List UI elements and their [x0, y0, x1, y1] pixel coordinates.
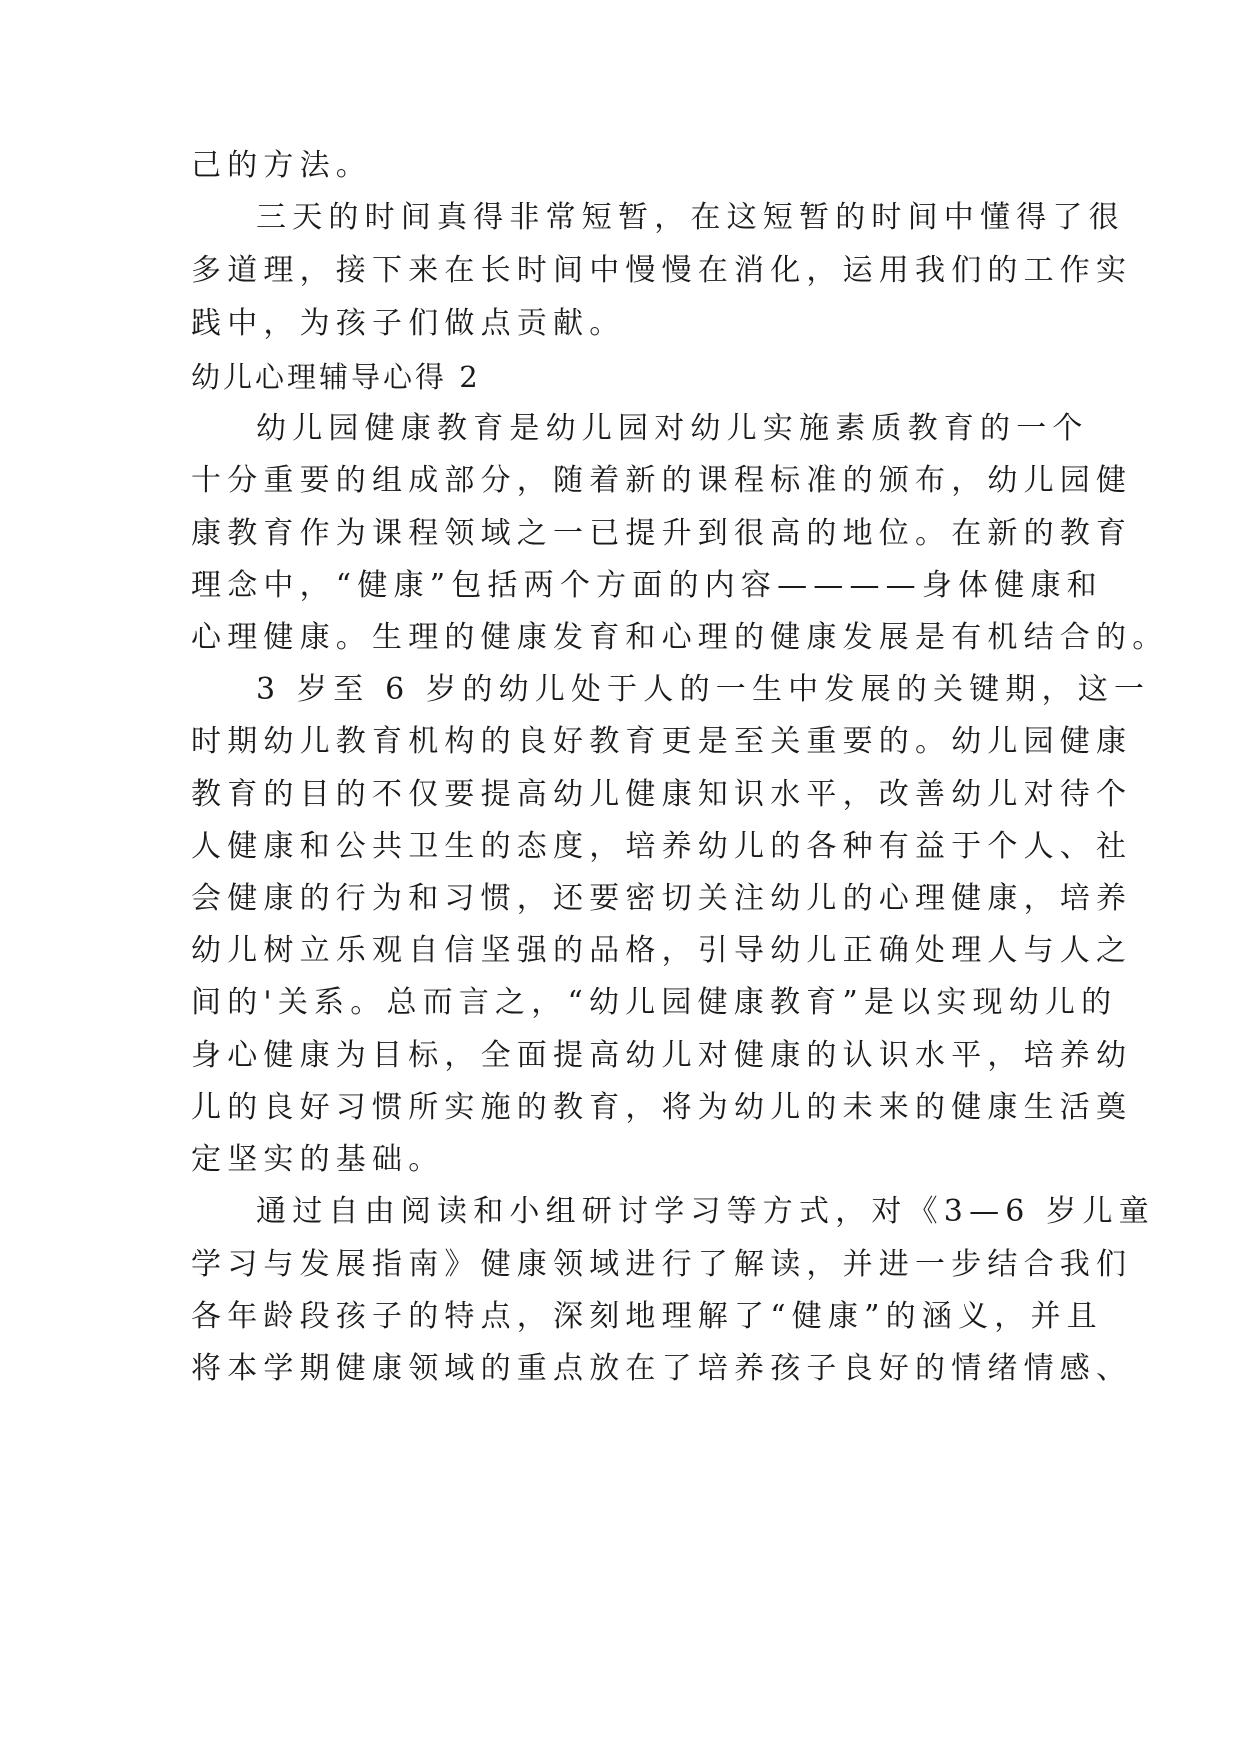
text-line: 践中，为孩子们做点贡献。: [191, 306, 626, 341]
text-line: 通过自由阅读和小组研讨学习等方式，对《3—6 岁儿童: [256, 1194, 1155, 1229]
text-line: 时期幼儿教育机构的良好教育更是至关重要的。幼儿园健康: [191, 724, 1133, 759]
text-line: 幼儿树立乐观自信坚强的品格，引导幼儿正确处理人与人之: [191, 933, 1133, 968]
text-line: 多道理，接下来在长时间中慢慢在消化，运用我们的工作实: [191, 253, 1133, 288]
text-line: 教育的目的不仅要提高幼儿健康知识水平，改善幼儿对待个: [191, 777, 1133, 812]
text-line: 三天的时间真得非常短暂，在这短暂的时间中懂得了很: [256, 200, 1125, 235]
text-line: 十分重要的组成部分，随着新的课程标准的颁布，幼儿园健: [191, 463, 1133, 498]
text-line: 身心健康为目标，全面提高幼儿对健康的认识水平，培养幼: [191, 1038, 1133, 1073]
text-line: 幼儿园健康教育是幼儿园对幼儿实施素质教育的一个: [256, 411, 1089, 446]
text-line: 间的'关系。总而言之，“幼儿园健康教育”是以实现幼儿的: [191, 985, 1118, 1020]
text-line: 会健康的行为和习惯，还要密切关注幼儿的心理健康，培养: [191, 881, 1133, 916]
text-line: 3 岁至 6 岁的幼儿处于人的一生中发展的关键期，这一: [256, 672, 1151, 707]
text-line: 儿的良好习惯所实施的教育，将为幼儿的未来的健康生活奠: [191, 1090, 1133, 1125]
text-line: 学习与发展指南》健康领域进行了解读，并进一步结合我们: [191, 1247, 1133, 1282]
text-line: 康教育作为课程领域之一已提升到很高的地位。在新的教育: [191, 516, 1133, 551]
text-line: 己的方法。: [191, 148, 372, 183]
text-line: 人健康和公共卫生的态度，培养幼儿的各种有益于个人、社: [191, 829, 1133, 864]
text-line: 各年龄段孩子的特点，深刻地理解了“健康”的涵义，并且: [191, 1299, 1103, 1334]
text-line: 将本学期健康领域的重点放在了培养孩子良好的情绪情感、: [191, 1351, 1133, 1386]
text-line: 定坚实的基础。: [191, 1142, 445, 1177]
section-heading: 幼儿心理辅导心得 2: [191, 360, 481, 394]
text-line: 理念中，“健康”包括两个方面的内容————身体健康和: [191, 568, 1103, 603]
text-line: 心理健康。生理的健康发育和心理的健康发展是有机结合的。: [191, 620, 1169, 655]
